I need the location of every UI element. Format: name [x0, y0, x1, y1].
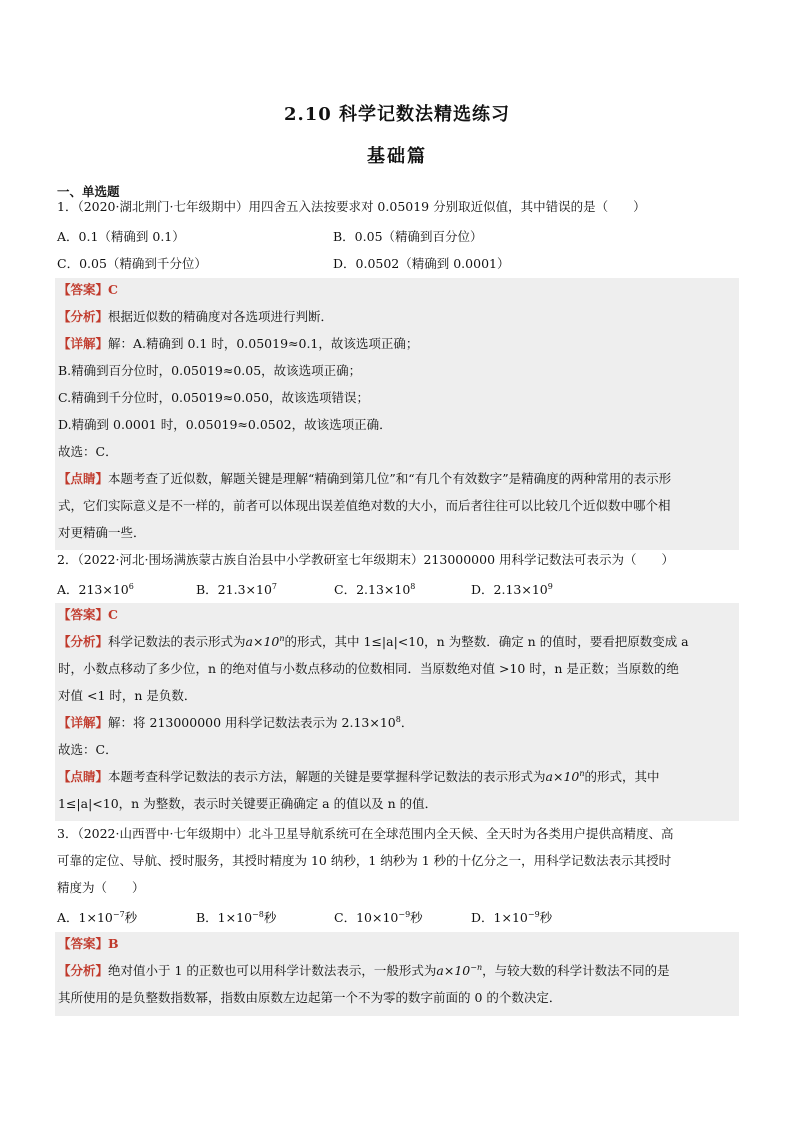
comment-tag: 【点睛】 — [58, 769, 109, 784]
q1-answer-value: C — [108, 282, 118, 297]
q2-option-b: B．$21.3\times 10^7$ — [196, 581, 277, 597]
q1-option-c: C．0.05（精确到千分位） — [57, 256, 207, 271]
q3-stem-3: 精度为（ ） — [57, 880, 145, 895]
detail-tag: 【详解】 — [58, 336, 109, 351]
q1-detail-3: C.精确到千分位时，0.05019≈0.050，故该选项错误； — [58, 390, 370, 405]
q2-stem: 2．（2022·河北·围场满族蒙古族自治县中小学教研室七年级期末）213000000 用科学记数法可表示为（ ） — [57, 552, 675, 567]
answer-tag: 【答案】 — [58, 282, 109, 297]
q1-comment-3: 对更精确一些． — [58, 525, 146, 540]
q3-solution-block — [55, 932, 739, 1016]
q3-answer — [58, 934, 119, 952]
q1-comment-text-1: 本题考查了近似数，解题关键是理解“精确到第几位”和“有几个有效数字”是精确度的两种常用的表示形 — [108, 471, 672, 486]
q3-stem-1: 3．（2022·山西晋中·七年级期中）北斗卫星导航系统可在全球范围内全天候、全天时为各类用户提供高精度、高 — [57, 826, 674, 841]
q2-option-a: A．$213\times 10^6$ — [57, 581, 134, 597]
q3-answer-value: B — [108, 936, 119, 951]
q2-option-d: D．$2.13\times 10^9$ — [471, 581, 553, 597]
q2-analysis-3: 对值 <1 时，n 是负数． — [58, 688, 197, 703]
q1-option-b: B．0.05（精确到百分位） — [333, 229, 483, 244]
q1-solution-block — [55, 278, 739, 550]
q3-analysis-1: 【分析】绝对值小于 1 的正数也可以用科学计数法表示，一般形式为$a\times 10^{-n}$，与较大数的科学计数法不同的是 — [58, 962, 670, 978]
q1-comment-2: 式，它们实际意义是不一样的，前者可以体现出误差值绝对数的大小，而后者往往可以比较几个近似数中哪个相 — [58, 498, 671, 513]
q2-analysis-1: 【分析】科学记数法的表示形式为$a\times 10^n$的形式，其中 1≤|a|<10，n 为整数．确定 n 的值时，要看把原数变成 a — [58, 633, 689, 649]
document-title: 2.10 科学记数法精选练习 — [283, 104, 511, 125]
detail-tag: 【详解】 — [58, 715, 109, 730]
q1-option-a: A．0.1（精确到 0.1） — [57, 229, 185, 244]
answer-tag: 【答案】 — [58, 607, 109, 622]
q1-choose: 故选：C． — [58, 444, 118, 459]
answer-tag: 【答案】 — [58, 936, 109, 951]
q1-analysis — [58, 307, 333, 325]
q1-analysis-text: 根据近似数的精确度对各选项进行判断． — [108, 309, 334, 324]
q3-analysis-2: 其所使用的是负整数指数幂，指数由原数左边起第一个不为零的数字前面的 0 的个数决定． — [58, 990, 562, 1005]
q2-answer — [58, 605, 118, 623]
q3-option-b: B．$1\times 10^{-8}$秒 — [196, 909, 277, 925]
q3-option-d: D．$1\times 10^{-9}$秒 — [471, 909, 553, 925]
analysis-tag: 【分析】 — [58, 963, 109, 978]
q1-answer — [58, 280, 118, 298]
document-subtitle: 基础篇 — [367, 146, 427, 167]
q2-analysis-2: 时，小数点移动了多少位，n 的绝对值与小数点移动的位数相同．当原数绝对值 >10 时，n 是正数；当原数的绝 — [58, 661, 679, 676]
q3-option-a: A．$1\times 10^{-7}$秒 — [57, 909, 138, 925]
q2-option-c: C．$2.13\times 10^8$ — [334, 581, 416, 597]
q1-stem: 1．（2020·湖北荆门·七年级期中）用四舍五入法按要求对 0.05019 分别取近似值，其中错误的是（ ） — [57, 199, 646, 214]
comment-tag: 【点睛】 — [58, 471, 109, 486]
q2-answer-value: C — [108, 607, 118, 622]
q1-detail-4: D.精确到 0.0001 时，0.05019≈0.0502，故该选项正确． — [58, 417, 392, 432]
q3-option-c: C．$10\times 10^{-9}$秒 — [334, 909, 423, 925]
q2-comment-2: 1≤|a|<10，n 为整数，表示时关键要正确确定 a 的值以及 n 的值． — [58, 796, 438, 811]
q1-detail-2: B.精确到百分位时，0.05019≈0.05，故该选项正确； — [58, 363, 362, 378]
analysis-tag: 【分析】 — [58, 309, 109, 324]
q1-detail-text-1: 解：A.精确到 0.1 时，0.05019≈0.1，故该选项正确； — [108, 336, 419, 351]
q2-solution-block — [55, 603, 739, 821]
q1-comment-1 — [58, 469, 671, 487]
q2-detail: 【详解】解：将 213000000 用科学记数法表示为 $2.13\times 10^8$． — [58, 714, 414, 730]
q1-detail-1 — [58, 334, 418, 352]
section-heading: 一、单选题 — [57, 184, 120, 199]
q3-stem-2: 可靠的定位、导航、授时服务，其授时精度为 10 纳秒，1 纳秒为 1 秒的十亿分之一，用科学记数法表示其授时 — [57, 853, 672, 868]
analysis-tag: 【分析】 — [58, 634, 109, 649]
q2-comment-1: 【点睛】本题考查科学记数法的表示方法，解题的关键是要掌握科学记数法的表示形式为$a\times 10^n$的形式，其中 — [58, 768, 660, 784]
q2-choose: 故选：C． — [58, 742, 118, 757]
q1-option-d: D．0.0502（精确到 0.0001） — [333, 256, 510, 271]
